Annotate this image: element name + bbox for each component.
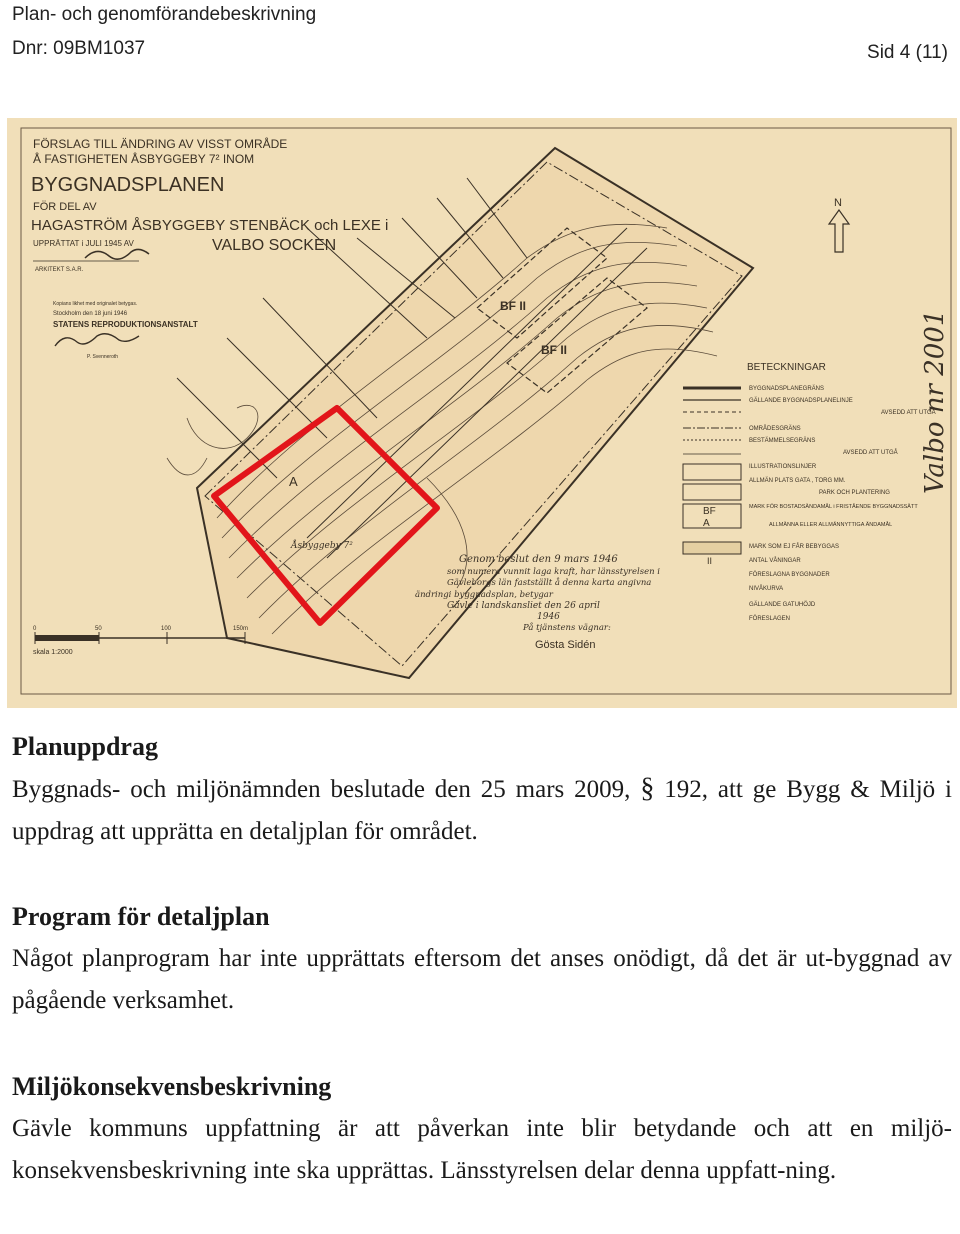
text-mkb: Gävle kommuns uppfattning är att påverkan inte blir betydande och att en miljö-konsekvensbeskrivning inte ska upprättas. Länsstyrelsen delar denna uppfatt-ning. <box>12 1115 952 1184</box>
page-number: Sid 4 (11) <box>867 42 948 63</box>
section-mkb <box>12 1072 952 1192</box>
heading-planuppdrag: Planuppdrag <box>12 732 158 761</box>
label-a: A <box>289 474 298 489</box>
legend-item-4: OMRÅDESGRÄNS <box>749 426 801 432</box>
legend-title: BETECKNINGAR <box>747 362 826 373</box>
decision-line-6: 1946 <box>537 612 560 622</box>
text-program: Något planprogram har inte upprättats eftersom det anses onödigt, då det är ut-byggnad av pågående verksamhet. <box>12 945 952 1014</box>
decision-line-2: som numera vunnit laga kraft, har länsstyrelsen i <box>447 567 661 577</box>
decision-line-8: Gösta Sidén <box>535 639 596 651</box>
scale-label-0: 0 <box>33 626 37 632</box>
copy-note-1: Kopians likhet med originalet betygas. <box>53 301 138 307</box>
legend-item-1: BYGGNADSPLANEGRÄNS <box>749 386 825 392</box>
legend-item-15: NIVÅKURVA <box>749 586 784 592</box>
plan-map-svg <box>7 118 957 708</box>
legend-sym-10 <box>683 542 741 554</box>
legend-item-12: MARK SOM EJ FÅR BEBYGGAS <box>749 544 840 550</box>
label-bf-2: BF II <box>541 343 567 357</box>
legend-item-14: FÖRESLAGNA BYGGNADER <box>749 572 830 578</box>
decision-line-3: Gävleborgs län fastställt å denna karta angivna <box>447 578 652 588</box>
scale-label-100: 100 <box>161 626 172 632</box>
legend-sym-bf: BF <box>703 506 716 517</box>
scale-label-50: 50 <box>95 626 102 632</box>
document-title: Plan- och genomförandebeskrivning <box>12 4 317 25</box>
map-place-line: HAGASTRÖM ÅSBYGGEBY STENBÄCK och LEXE i <box>31 217 389 234</box>
scale-block <box>35 635 99 641</box>
legend-item-5: BESTÄMMELSEGRÄNS <box>749 438 816 444</box>
map-title-line1: FÖRSLAG TILL ÄNDRING AV VISST OMRÅDE <box>33 137 288 151</box>
legend-item-11: ALLMÄNNA ELLER ALLMÄNNYTTIGA ÄNDAMÅL <box>769 522 893 528</box>
heading-program: Program för detaljplan <box>12 902 270 931</box>
legend-item-17: FÖRESLAGEN <box>749 616 791 622</box>
copy-signer: P. Svenneroth <box>87 354 119 360</box>
map-prepared: UPPRÄTTAT i JULI 1945 AV <box>33 239 134 248</box>
heading-mkb: Miljökonsekvensbeskrivning <box>12 1072 332 1101</box>
document-dnr: Dnr: 09BM1037 <box>12 38 146 59</box>
legend-sym-a: A <box>703 518 710 529</box>
map-architect: ARKITEKT S.A.R. <box>35 267 84 273</box>
map-plan-type: BYGGNADSPLANEN <box>31 174 225 196</box>
legend-item-8: ALLMÄN PLATS GATA , TORG MM. <box>749 478 846 484</box>
map-title-line2: Å FASTIGHETEN ÅSBYGGEBY 7² INOM <box>33 152 255 166</box>
text-planuppdrag <box>12 768 952 853</box>
legend-item-2: GÄLLANDE BYGGNADSPLANELINJE <box>749 398 853 404</box>
planuppdrag-text-before: Byggnads- och miljönämnden beslutade den 25 mars 2009, <box>12 776 631 803</box>
label-bf-1: BF II <box>500 299 526 313</box>
section-planuppdrag <box>12 732 952 853</box>
section-program <box>12 902 952 1022</box>
legend-item-6: AVSEDD ATT UTGÅ <box>843 450 898 456</box>
decision-line-1: Genom beslut den 9 mars 1946 <box>459 554 618 565</box>
decision-line-7: På tjänstens vägnar: <box>523 623 611 633</box>
scale-label-150: 150m <box>233 626 249 632</box>
paragraph-sign: § <box>640 773 655 804</box>
copy-note-2: Stockholm den 18 juni 1946 <box>53 311 128 317</box>
legend-sym-ii: II <box>707 556 713 566</box>
legend-item-10: MARK FÖR BOSTADSÄNDAMÅL i FRISTÅENDE BYGGNADSSÄTT <box>749 504 918 510</box>
map-parish: VALBO SOCKEN <box>212 237 337 254</box>
map-for-part: FÖR DEL AV <box>33 201 97 213</box>
legend-item-7: ILLUSTRATIONSLINJER <box>749 464 817 470</box>
decision-line-4: ändringi byggnadsplan, betygar <box>415 590 553 600</box>
legend-item-13: ANTAL VÅNINGAR <box>749 558 801 564</box>
north-label: N <box>834 197 842 209</box>
vertical-note: Valbo nr 2001 <box>920 309 950 494</box>
legend-item-3: AVSEDD ATT UTGÅ <box>881 410 936 416</box>
decision-line-5: Gävle i landskansliet den 26 april <box>447 601 600 611</box>
planuppdrag-text-after: 192, att ge Bygg & Miljö i uppdrag att upprätta en detaljplan för området. <box>12 776 953 845</box>
scale-text: skala 1:2000 <box>33 649 73 656</box>
label-parcel: Åsbyggeby 7² <box>291 541 353 551</box>
legend-item-16: GÄLLANDE GATUHÖJD <box>749 602 816 608</box>
legend-item-9: PARK OCH PLANTERING <box>819 490 890 496</box>
copy-note-3: STATENS REPRODUKTIONSANSTALT <box>53 320 198 329</box>
plan-map-figure <box>7 118 957 708</box>
